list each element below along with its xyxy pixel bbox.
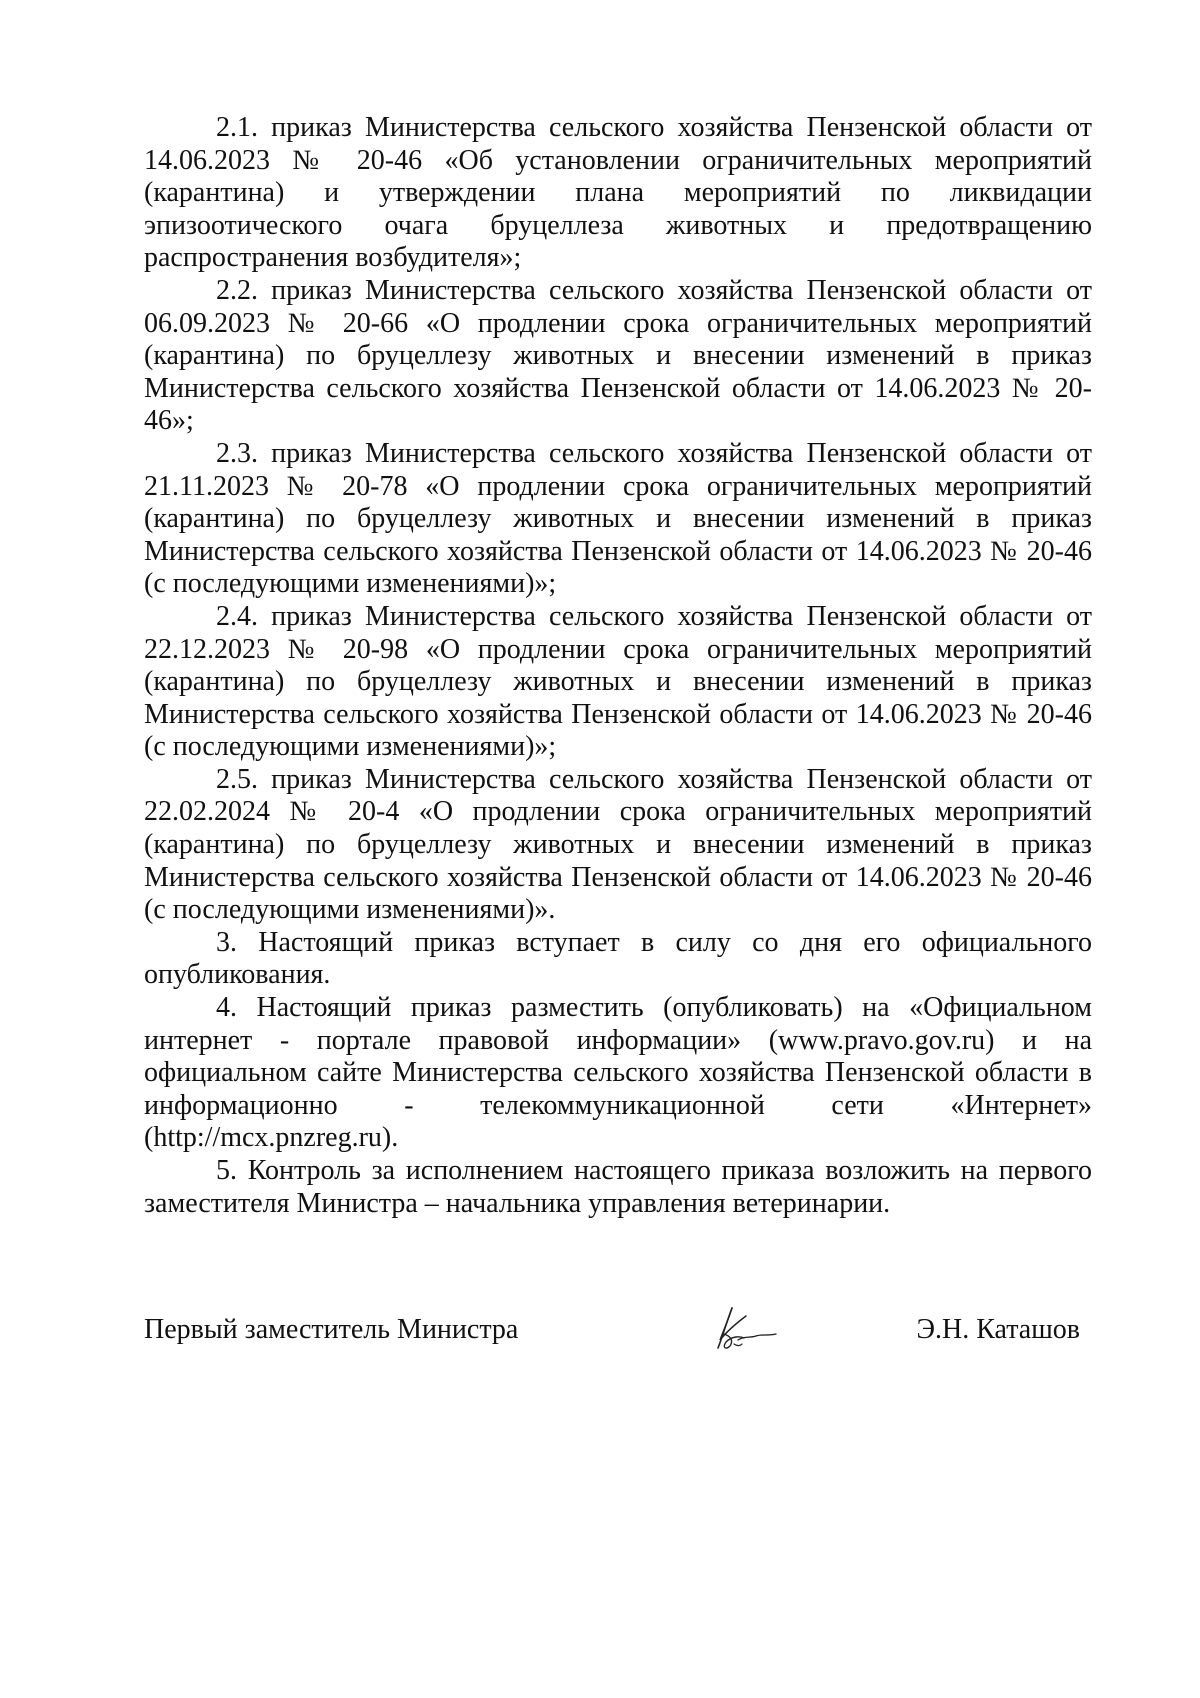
signatory-position: Первый заместитель Министра: [144, 1314, 519, 1345]
paragraph-2-3: 2.3. приказ Министерства сельского хозяйства Пензенской области от 21.11.2023 № 20-78 «О продлении срока ограничительных мероприятий (карантина) по бруцеллезу животных и внесении изменений в приказ Министерства сельского хозяйства Пензенской области от 14.06.2023 № 20-46 (с последующими изменениями)»;: [144, 437, 1092, 600]
paragraph-2-5: 2.5. приказ Министерства сельского хозяйства Пензенской области от 22.02.2024 № 20-4 «О продлении срока ограничительных мероприятий (карантина) по бруцеллезу животных и внесении изменений в приказ Министерства сельского хозяйства Пензенской области от 14.06.2023 № 20-46 (с последующими изменениями)».: [144, 763, 1092, 926]
signature-block: [144, 1300, 1092, 1360]
paragraph-5: 5. Контроль за исполнением настоящего приказа возложить на первого заместителя Министра – начальника управления ветеринарии.: [144, 1155, 1092, 1219]
paragraph-3: 3. Настоящий приказ вступает в силу со дня его официального опубликования.: [144, 926, 1092, 991]
signatory-name: Э.Н. Каташов: [916, 1314, 1080, 1345]
paragraph-2-4: 2.4. приказ Министерства сельского хозяйства Пензенской области от 22.12.2023 № 20-98 «О продлении срока ограничительных мероприятий (карантина) по бруцеллезу животных и внесении изменений в приказ Министерства сельского хозяйства Пензенской области от 14.06.2023 № 20-46 (с последующими изменениями)»;: [144, 600, 1092, 763]
paragraph-2-2: 2.2. приказ Министерства сельского хозяйства Пензенской области от 06.09.2023 № 20-66 «О продлении срока ограничительных мероприятий (карантина) по бруцеллезу животных и внесении изменений в приказ Министерства сельского хозяйства Пензенской области от 14.06.2023 № 20-46»;: [144, 274, 1092, 437]
document-body: [144, 112, 1092, 1220]
paragraph-2-1: 2.1. приказ Министерства сельского хозяйства Пензенской области от 14.06.2023 № 20-46 «Об установлении ограничительных мероприятий (карантина) и утверждении плана мероприятий по ликвидации эпизоотического очага бруцеллеза животных и предотвращению распространения возбудителя»;: [144, 112, 1092, 274]
paragraph-4: 4. Настоящий приказ разместить (опубликовать) на «Официальном интернет - портале правовой информации» (www.pravo.gov.ru) и на официальном сайте Министерства сельского хозяйства Пензенской области в информационно - телекоммуникационной сети «Интернет» (http://mcx.pnzreg.ru).: [144, 992, 1092, 1154]
handwritten-signature-icon: [704, 1300, 784, 1358]
